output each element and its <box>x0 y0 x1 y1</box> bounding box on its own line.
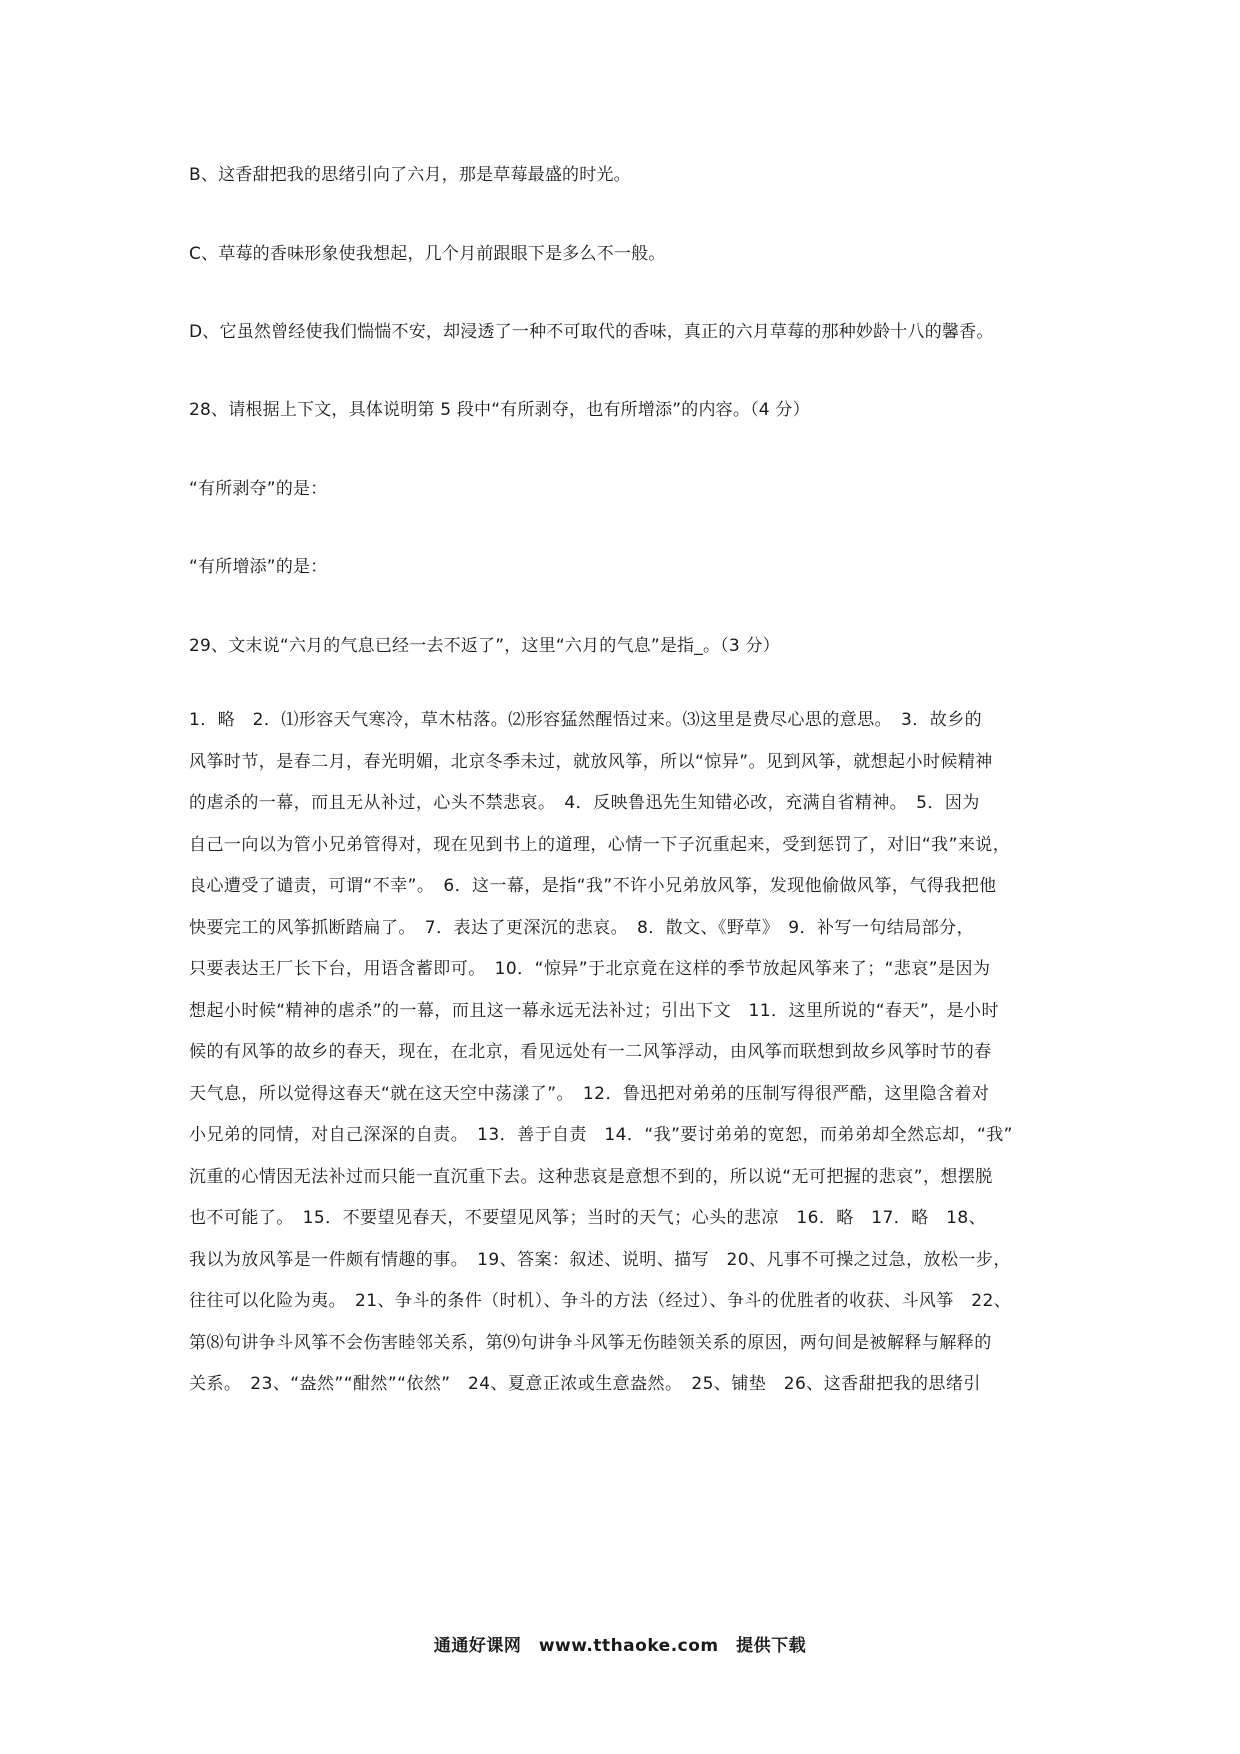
option-b: B、这香甜把我的思绪引向了六月，那是草莓最盛的时光。 <box>189 165 631 185</box>
answer-line: 快要完工的风筝抓断踏扁了。 7．表达了更深沉的悲哀。 8．散文、《野草》 9．补写一句结局部分， <box>189 917 975 938</box>
answer-line: 沉重的心情因无法补过而只能一直沉重下去。这种悲哀是意想不到的，所以说“无可把握的悲哀”，想摆脱 <box>189 1166 993 1187</box>
answer-line: 风筝时节，是春二月，春光明媚，北京冬季未过，就放风筝，所以“惊异”。见到风筝，就想起小时候精神 <box>189 751 993 772</box>
answer-line: 1．略 2．⑴形容天气寒冷，草木枯落。⑵形容猛然醒悟过来。⑶这里是费尽心思的意思。 3．故乡的 <box>189 710 983 730</box>
answer-line: 候的有风筝的故乡的春天，现在，在北京，看见远处有一二风筝浮动，由风筝而联想到故乡风筝时节的春 <box>189 1042 992 1062</box>
answer-line: 第⑻句讲争斗风筝不会伤害睦邻关系，第⑼句讲争斗风筝无伤睦领关系的原因，两句间是被解释与解释的 <box>189 1332 992 1353</box>
option-c: C、草莓的香味形象使我想起，几个月前跟眼下是多么不一般。 <box>189 244 666 264</box>
answer-line: 自己一向以为管小兄弟管得对，现在见到书上的道理，心情一下子沉重起来，受到惩罚了，对旧“我”来说， <box>189 834 1011 855</box>
answer-line: 良心遭受了谴责，可谓“不幸”。 6．这一幕，是指“我”不许小兄弟放风筝，发现他偷做风筝，气得我把他 <box>189 876 997 896</box>
question-28: 28、请根据上下文，具体说明第 5 段中“有所剥夺，也有所增添”的内容。（4 分） <box>189 400 810 420</box>
question-29: 29、文末说“六月的气息已经一去不返了”，这里“六月的气息”是指_。（3 分） <box>189 636 780 656</box>
answer-line: 往往可以化险为夷。 21、争斗的条件（时机）、争斗的方法（经过）、争斗的优胜者的收获、斗风筝 22、 <box>189 1291 1012 1311</box>
answer-line: 想起小时候“精神的虐杀”的一幕，而且这一幕永远无法补过；引出下文 11．这里所说的“春天”，是小时 <box>189 1000 999 1021</box>
answer-line: 关系。 23、“盎然”“酣然”“依然” 24、夏意正浓或生意盎然。 25、铺垫 26、这香甜把我的思绪引 <box>189 1374 981 1394</box>
question-28-part-a: “有所剥夺”的是： <box>189 479 328 499</box>
answer-line: 我以为放风筝是一件颇有情趣的事。 19、答案：叙述、说明、描写 20、凡事不可操之过急，放松一步， <box>189 1249 1011 1270</box>
answer-line: 也不可能了。 15．不要望见春天，不要望见风筝；当时的天气；心头的悲凉 16．略 17．略 18、 <box>189 1208 987 1228</box>
answer-line: 小兄弟的同情，对自己深深的自责。 13．善于自责 14．“我”要讨弟弟的宽恕，而弟弟却全然忘却，“我” <box>189 1125 1013 1145</box>
option-d: D、它虽然曾经使我们惴惴不安，却浸透了一种不可取代的香味，真正的六月草莓的那种妙龄十八的馨香。 <box>189 322 994 342</box>
page-footer: 通通好课网 www.tthaoke.com 提供下载 <box>433 1636 807 1656</box>
answer-line: 只要表达王厂长下台，用语含蓄即可。 10．“惊异”于北京竟在这样的季节放起风筝来了；“悲哀”是因为 <box>189 959 991 979</box>
answer-line: 天气息，所以觉得这春天“就在这天空中荡漾了”。 12．鲁迅把对弟弟的压制写得很严酷，这里隐含着对 <box>189 1083 990 1104</box>
question-28-part-b: “有所增添”的是： <box>189 557 328 577</box>
answer-line: 的虐杀的一幕，而且无从补过，心头不禁悲哀。 4．反映鲁迅先生知错必改，充满自省精神。 5．因为 <box>189 793 980 813</box>
answer-key <box>189 708 1059 1414</box>
